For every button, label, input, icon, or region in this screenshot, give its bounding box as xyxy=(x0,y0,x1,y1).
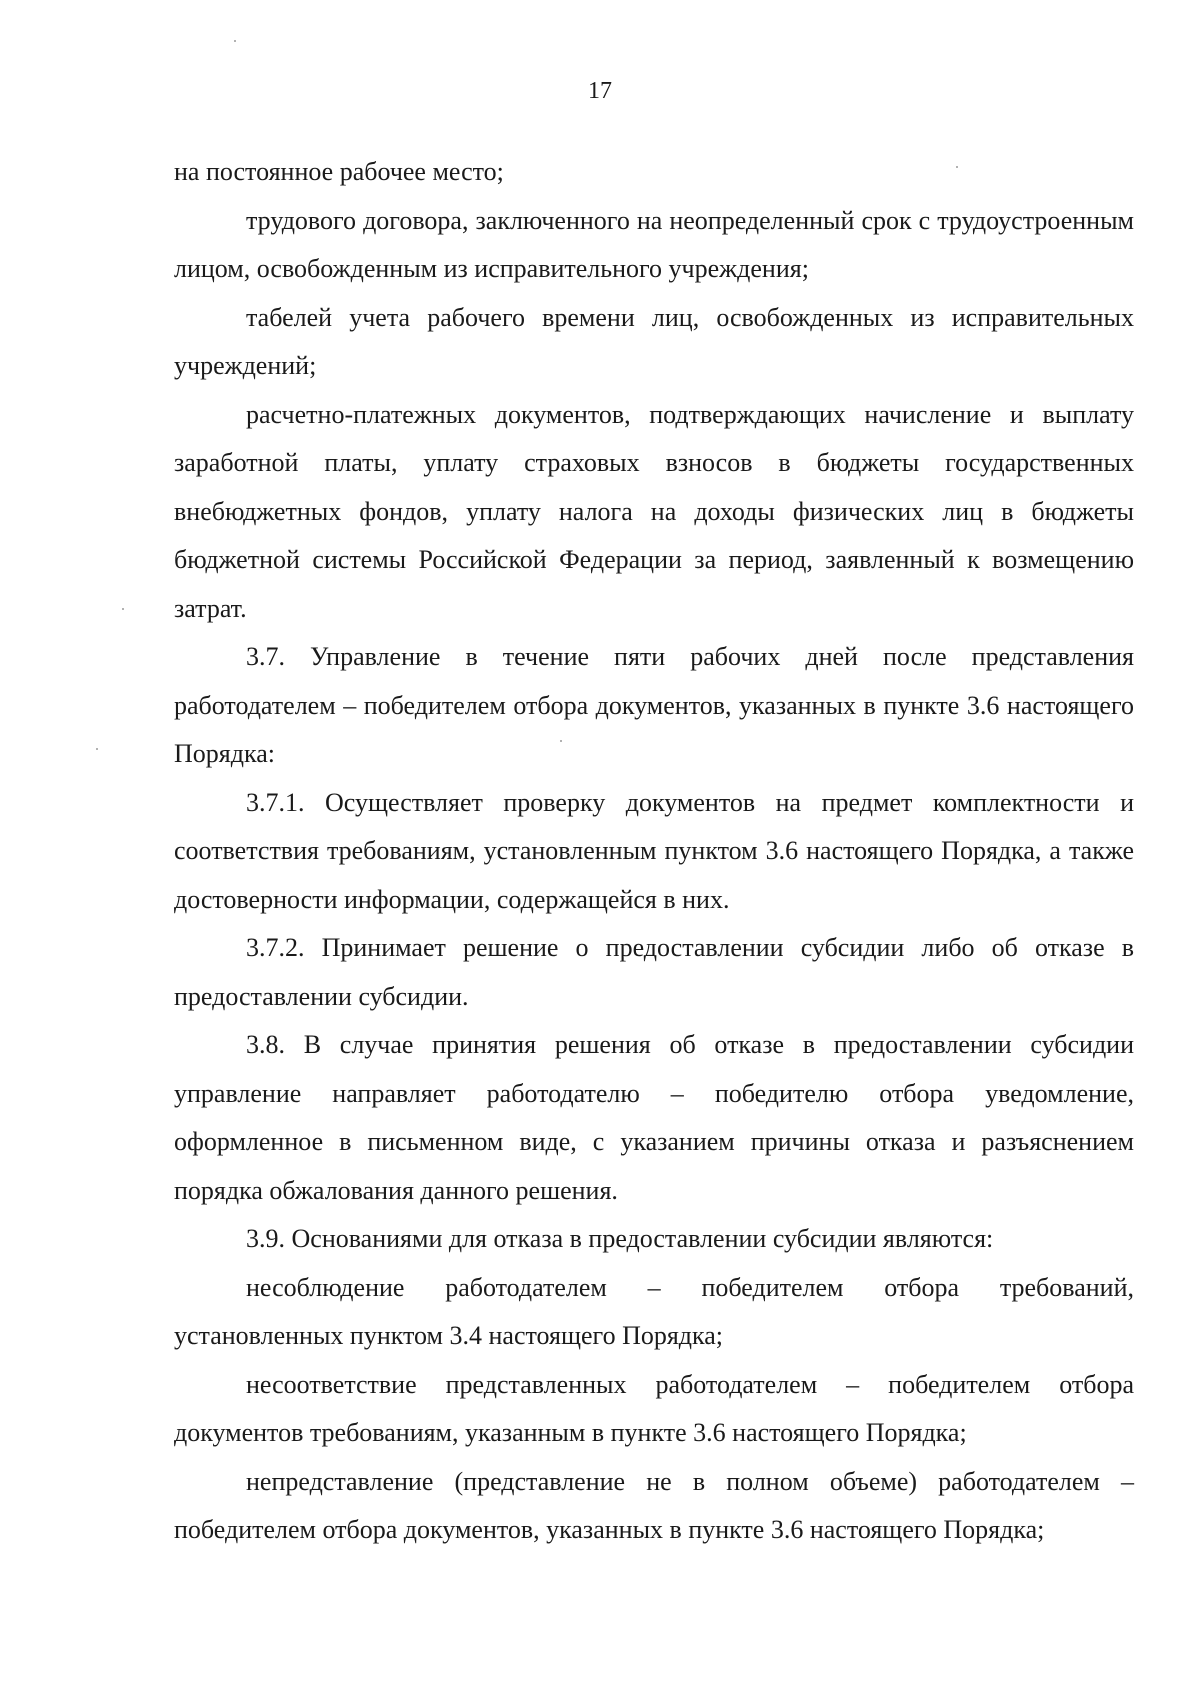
paragraph-12: непредставление (представление не в полном объеме) работодателем – победителем отбора документов, указанных в пункте 3.6 настоящего Порядка; xyxy=(174,1466,1134,1544)
document-body xyxy=(174,148,1134,1555)
scan-speck xyxy=(234,40,236,42)
paragraph-6: 3.7.1. Осуществляет проверку документов на предмет комплектности и соответствия требованиям, установленным пунктом 3.6 настоящего Порядка, а также достоверности информации, содержащейся в них. xyxy=(174,787,1134,914)
scan-speck xyxy=(96,748,98,750)
scan-speck xyxy=(560,740,562,742)
paragraph-5: 3.7. Управление в течение пяти рабочих дней после представления работодателем – победителем отбора документов, указанных в пункте 3.6 настоящего Порядка: xyxy=(174,642,1134,768)
paragraph-2: трудового договора, заключенного на неопределенный срок с трудоустроенным лицом, освобожденным из исправительного учреждения; xyxy=(174,205,1134,283)
scan-speck xyxy=(956,166,958,168)
paragraph-11: несоответствие представленных работодателем – победителем отбора документов требованиям, указанным в пункте 3.6 настоящего Порядка; xyxy=(174,1369,1134,1447)
paragraph-10: несоблюдение работодателем – победителем отбора требований, установленных пунктом 3.4 настоящего Порядка; xyxy=(174,1272,1134,1350)
paragraph-8: 3.8. В случае принятия решения об отказе в предоставлении субсидии управление направляет работодателю – победителю отбора уведомление, оформленное в письменном виде, с указанием причины отказа и разъяснением порядка обжалования данного решения. xyxy=(174,1030,1134,1205)
paragraph-1: на постоянное рабочее место; xyxy=(174,157,504,186)
scan-speck xyxy=(122,608,124,610)
page-number: 17 xyxy=(588,78,612,104)
paragraph-3: табелей учета рабочего времени лиц, освобожденных из исправительных учреждений; xyxy=(174,302,1134,380)
paragraph-7: 3.7.2. Принимает решение о предоставлении субсидии либо об отказе в предоставлении субсидии. xyxy=(174,933,1134,1011)
paragraph-9: 3.9. Основаниями для отказа в предоставлении субсидии являются: xyxy=(246,1224,994,1253)
paragraph-4: расчетно-платежных документов, подтверждающих начисление и выплату заработной платы, уплату страховых взносов в бюджеты государственных внебюджетных фондов, уплату налога на доходы физических лиц в бюджеты бюджетной системы Российской Федерации за период, заявленный к возмещению затрат. xyxy=(174,399,1134,623)
